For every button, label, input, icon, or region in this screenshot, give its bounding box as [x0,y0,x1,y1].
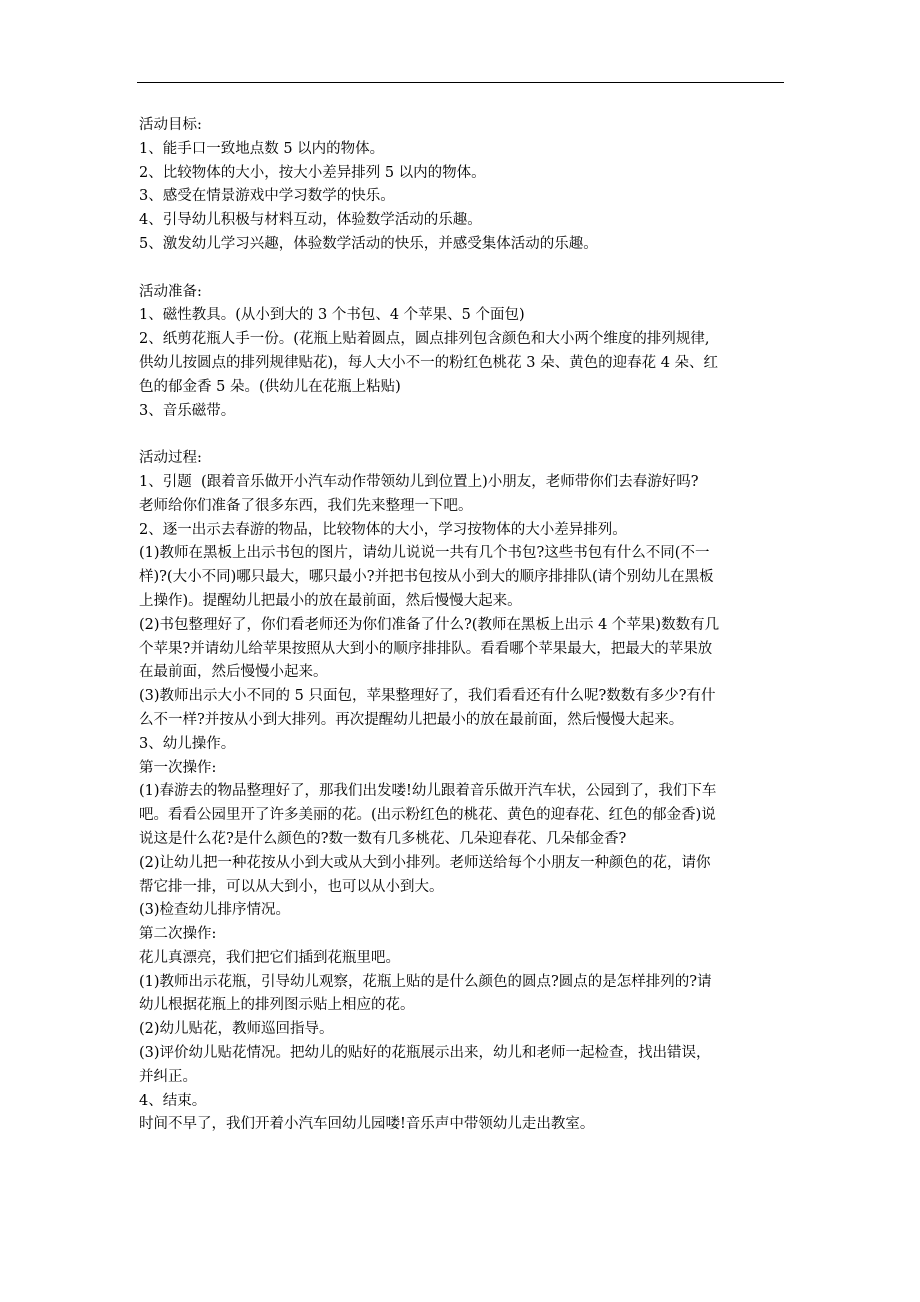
text-line: 4、引导幼儿积极与材料互动，体验数学活动的乐趣。 [139,212,482,229]
prep-list [139,304,789,423]
section-heading: 活动准备: [139,283,202,300]
section-spacer [139,423,789,447]
text-line: 2、纸剪花瓶人手一份。(花瓶上贴着圆点，圆点排列包含颜色和大小两个维度的排列规律, [139,331,710,348]
text-line: (3)教师出示大小不同的 5 只面包，苹果整理好了，我们看看还有什么呢?数数有多少?有什 [139,688,716,705]
text-line: 2、逐一出示去春游的物品，比较物体的大小，学习按物体的大小差异排列。 [139,521,627,538]
text-line: 1、引题 (跟着音乐做开小汽车动作带领幼儿到位置上)小朋友，老师带你们去春游好吗? [139,473,699,490]
text-line: 吧。看看公园里开了许多美丽的花。(出示粉红色的桃花、黄色的迎春花、红色的郁金香)说 [139,807,716,824]
text-line: 上操作)。提醒幼儿把最小的放在最前面，然后慢慢大起来。 [139,592,522,609]
text-line: 3、感受在情景游戏中学习数学的快乐。 [139,188,395,205]
text-line: (2)幼儿贴花，教师巡回指导。 [139,1021,334,1038]
text-line: 并纠正。 [139,1068,197,1085]
text-line: 帮它排一排，可以从大到小，也可以从小到大。 [139,878,444,895]
text-line: (2)书包整理好了，你们看老师还为你们准备了什么?(教师在黑板上出示 4 个苹果)数数有几 [139,616,720,633]
section-heading: 活动过程: [139,450,202,467]
text-line: (1)春游去的物品整理好了，那我们出发喽!幼儿跟着音乐做开汽车状，公园到了，我们下车 [139,783,717,800]
text-line: 第一次操作: [139,759,217,776]
text-line: 1、磁性教具。(从小到大的 3 个书包、4 个苹果、5 个面包) [139,307,525,324]
text-line: 3、幼儿操作。 [139,735,236,752]
text-line: (2)让幼儿把一种花按从小到大或从大到小排列。老师送给每个小朋友一种颜色的花，请你 [139,854,711,871]
section-heading: 活动目标: [139,117,202,133]
text-line: (3)检查幼儿排序情况。 [139,902,291,919]
section-goals [139,114,789,257]
section-prep [139,281,789,424]
section-process [139,447,789,1137]
text-line: 第二次操作: [139,926,217,943]
process-list [139,471,789,1137]
text-line: 1、能手口一致地点数 5 以内的物体。 [139,140,385,157]
text-line: 么不一样?并按从小到大排列。再次提醒幼儿把最小的放在最前面，然后慢慢大起来。 [139,711,684,728]
text-line: 样)?(大小不同)哪只最大，哪只最小?并把书包按从小到大的顺序排排队(请个别幼儿在黑板 [139,569,714,586]
document-body [139,114,789,1137]
text-line: 供幼儿按圆点的排列规律贴花)，每人大小不一的粉红色桃花 3 朵、黄色的迎春花 4 朵、红 [139,354,719,371]
text-line: 花儿真漂亮，我们把它们插到花瓶里吧。 [139,949,400,966]
text-line: (1)教师在黑板上出示书包的图片，请幼儿说说一共有几个书包?这些书包有什么不同(不一 [139,545,710,562]
text-line: 在最前面，然后慢慢小起来。 [139,664,328,681]
text-line: 时间不早了，我们开着小汽车回幼儿园喽!音乐声中带领幼儿走出教室。 [139,1116,595,1133]
text-line: 3、音乐磁带。 [139,402,236,419]
header-rule [137,82,784,83]
text-line: 2、比较物体的大小，按大小差异排列 5 以内的物体。 [139,164,486,181]
text-line: (3)评价幼儿贴花情况。把幼儿的贴好的花瓶展示出来，幼儿和老师一起检查，找出错误， [139,1045,711,1062]
text-line: 4、结束。 [139,1092,207,1109]
text-line: (1)教师出示花瓶，引导幼儿观察，花瓶上贴的是什么颜色的圆点?圆点的是怎样排列的?请 [139,973,712,990]
text-line: 5、激发幼儿学习兴趣，体验数学活动的快乐，并感受集体活动的乐趣。 [139,235,598,252]
section-spacer [139,257,789,281]
text-line: 说这是什么花?是什么颜色的?数一数有几多桃花、几朵迎春花、几朵郁金香? [139,830,627,847]
text-line: 老师给你们准备了很多东西，我们先来整理一下吧。 [139,497,473,514]
text-line: 色的郁金香 5 朵。(供幼儿在花瓶上粘贴) [139,378,401,395]
goals-list [139,138,789,257]
text-line: 幼儿根据花瓶上的排列图示贴上相应的花。 [139,997,415,1014]
text-line: 个苹果?并请幼儿给苹果按照从大到小的顺序排排队。看看哪个苹果最大，把最大的苹果放 [139,640,713,657]
